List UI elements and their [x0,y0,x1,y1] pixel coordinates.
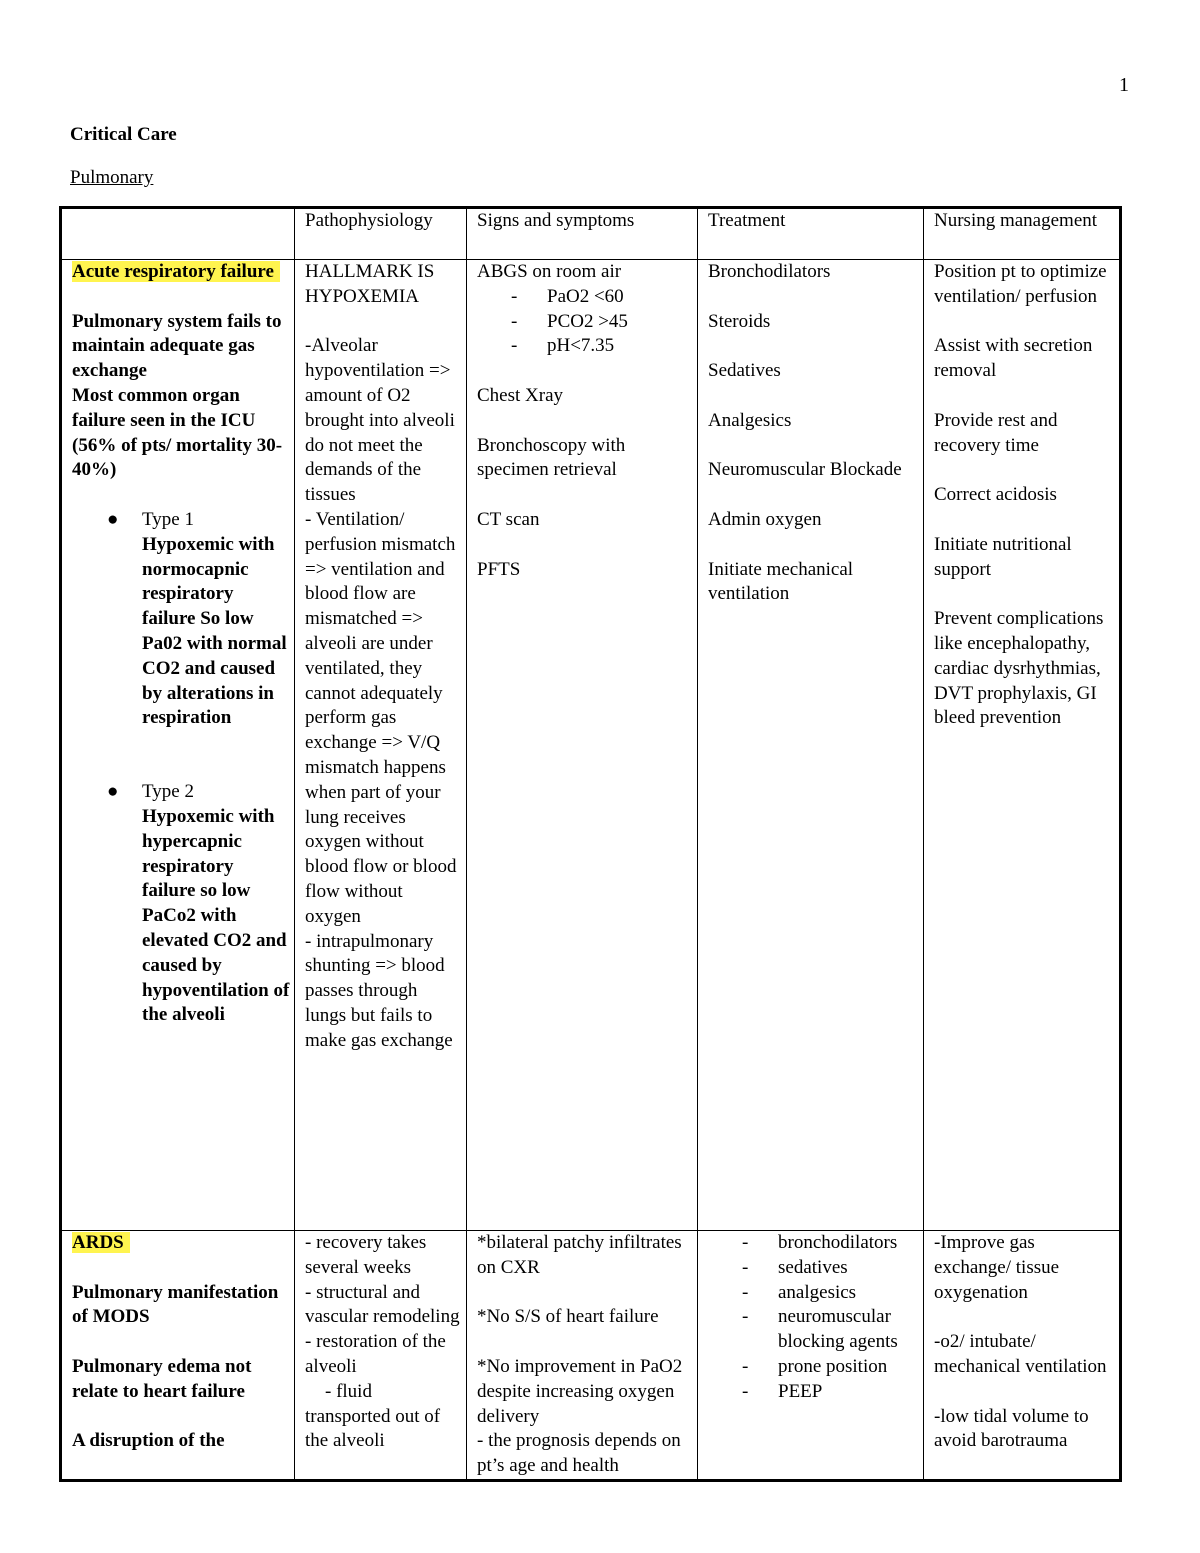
section-title: Pulmonary [70,167,154,188]
signs-text: *bilateral patchy infiltrates on CXR [477,1232,682,1278]
patho-text: - intrapulmonary shunting => blood passes through lungs but fails to make gas exchange [305,930,453,1051]
pathophysiology-cell [295,260,467,1231]
condition-name: Acute respiratory failure [72,261,280,282]
list-item: - PEEP [742,1380,823,1402]
patho-text: - Ventilation/ perfusion mismatch => ventilation and blood flow are mismatched => alveoli are under ventilated, they cannot adequately perform gas exchange => V/Q mismatch happens when part of your lung receives oxygen without blood flow or blood flow without oxygen [305,508,457,927]
header-nursing: Nursing management [924,208,1121,260]
treatment-item: Initiate mechanical ventilation [708,558,854,605]
list-item: - prone position [742,1355,888,1377]
type-description: Hypoxemic with normocapnic respiratory failure So low Pa02 with normal CO2 and caused by alterations in respiration [142,533,287,729]
nursing-item: Initiate nutritional support [934,533,1072,580]
signs-text: CT scan [477,508,540,530]
nursing-item: -low tidal volume to avoid barotrauma [934,1405,1089,1452]
header-treatment: Treatment [698,208,924,260]
treatment-item: Bronchodilators [708,261,831,282]
signs-text: Bronchoscopy with specimen retrieval [477,434,626,481]
signs-text: - the prognosis depends on pt’s age and health [477,1430,681,1477]
patho-text: - recovery takes several weeks [305,1232,427,1278]
bullet-icon: ● [107,781,119,803]
header-pathophysiology: Pathophysiology [295,208,467,260]
nursing-item: Position pt to optimize ventilation/ perfusion [934,261,1107,307]
treatment-item: Steroids [708,310,771,332]
notes-table [59,206,1122,1482]
nursing-item: -o2/ intubate/ mechanical ventilation [934,1331,1107,1377]
list-item: - PCO2 >45 [511,310,628,332]
treatment-item: Analgesics [708,409,792,431]
type-label: Type 1 [142,508,194,530]
treatment-item: Sedatives [708,360,781,382]
signs-text: ABGS on room air [477,261,622,282]
type-description: Hypoxemic with hypercapnic respiratory failure so low PaCo2 with elevated CO2 and caused by hypoventilation of the alveoli [142,805,290,1026]
patho-text: - fluid transported out of the alveoli [305,1380,441,1452]
nursing-item: Prevent complications like encephalopathy, cardiac dysrhythmias, DVT prophylaxis, GI bleed prevention [934,608,1104,729]
abg-list [477,285,693,359]
header-signs: Signs and symptoms [467,208,698,260]
condition-description: Pulmonary system fails to maintain adequate gas exchange [72,310,282,382]
signs-text: *No S/S of heart failure [477,1306,659,1328]
patho-text: - restoration of the alveoli [305,1331,446,1377]
patho-text: -Alveolar hypoventilation => amount of O2 brought into alveoli do not meet the demands of the tissues [305,335,455,506]
list-item: - bronchodilators [742,1232,898,1253]
nursing-item: Correct acidosis [934,484,1057,506]
page-number: 1 [1119,74,1129,96]
treatment-list [708,1231,919,1405]
signs-text: *No improvement in PaO2 despite increasing oxygen delivery [477,1355,683,1427]
signs-cell [467,1231,698,1481]
nursing-cell [924,1231,1121,1481]
header-row [61,208,1121,260]
list-item: - analgesics [742,1281,857,1303]
type-label: Type 2 [142,781,194,803]
list-item: - pH<7.35 [511,335,615,357]
list-item: - neuromuscular blocking agents [742,1306,898,1353]
condition-name: ARDS [72,1232,130,1253]
patho-text: HALLMARK IS HYPOXEMIA [305,261,435,307]
list-item: - sedatives [742,1256,848,1278]
header-condition [61,208,295,260]
list-item [107,508,290,731]
condition-description: Most common organ failure seen in the ICU (56% of pts/ mortality 30-40%) [72,384,283,481]
document-title: Critical Care [70,124,177,145]
condition-description: Pulmonary edema not relate to heart failure [72,1355,252,1402]
nursing-item: Assist with secretion removal [934,335,1093,382]
signs-text: Chest Xray [477,384,564,406]
treatment-cell [698,1231,924,1481]
condition-description: Pulmonary manifestation of MODS [72,1281,279,1328]
condition-cell [61,260,295,1231]
pathophysiology-cell [295,1231,467,1481]
treatment-item: Neuromuscular Blockade [708,459,902,481]
patho-text: - structural and vascular remodeling [305,1281,460,1328]
type-list [72,508,290,1028]
treatment-item: Admin oxygen [708,508,822,530]
treatment-cell [698,260,924,1231]
nursing-item: Provide rest and recovery time [934,409,1058,456]
nursing-item: -Improve gas exchange/ tissue oxygenation [934,1232,1060,1303]
table-row [61,1231,1121,1481]
condition-cell [61,1231,295,1481]
bullet-icon: ● [107,508,119,530]
nursing-cell [924,260,1121,1231]
signs-cell [467,260,698,1231]
condition-description: A disruption of the [72,1430,225,1452]
list-item [107,780,290,1028]
signs-text: PFTS [477,558,521,580]
table-row [61,260,1121,1231]
list-item: - PaO2 <60 [511,285,624,307]
